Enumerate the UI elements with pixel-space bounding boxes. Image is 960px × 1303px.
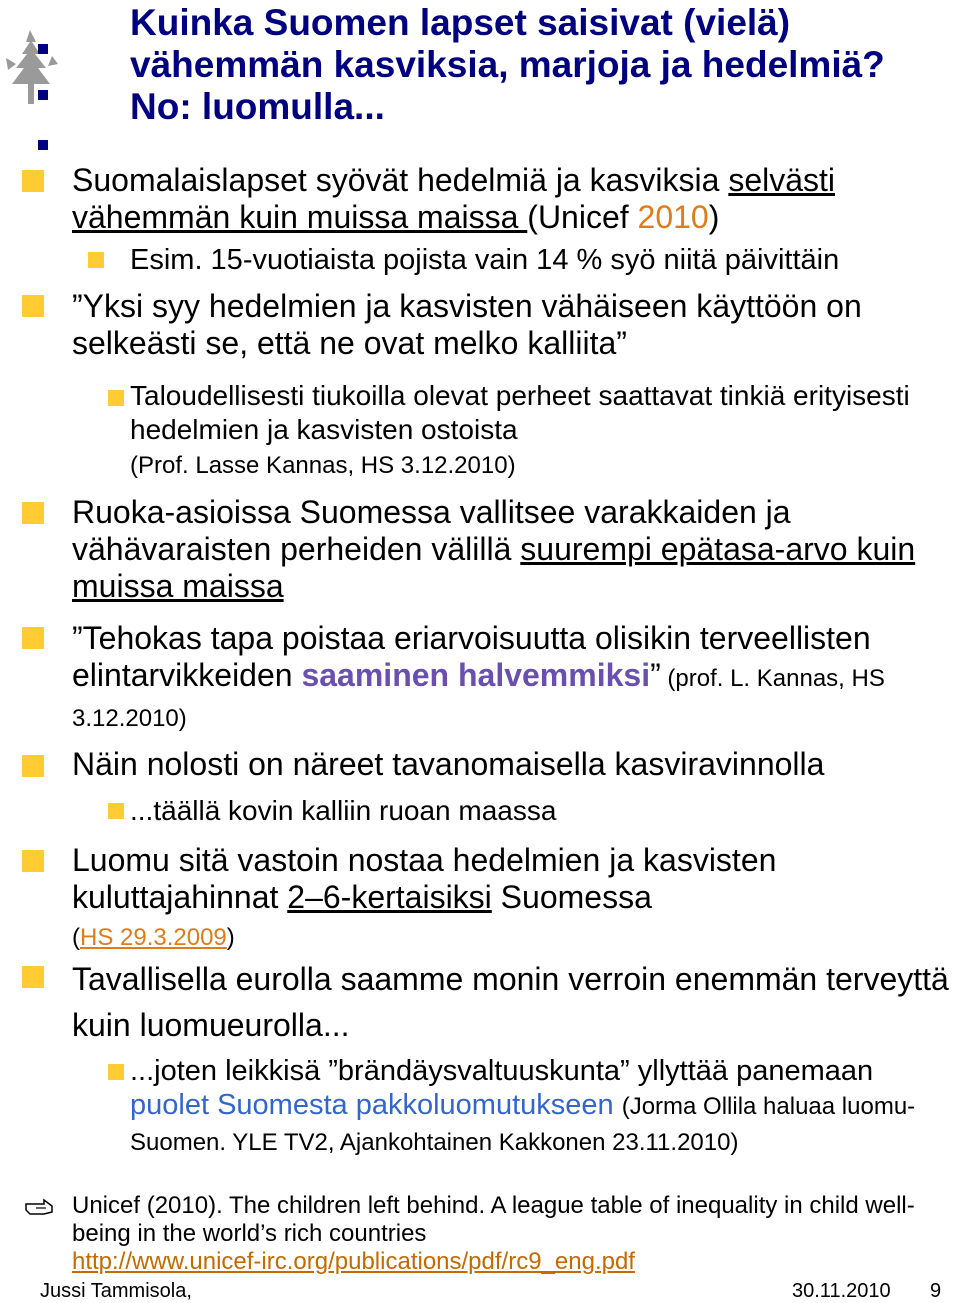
bullet-5: Näin nolosti on näreet tavanomaisella kasviravinnolla [72, 746, 825, 782]
bullet-1: Suomalaislapset syövät hedelmiä ja kasviksia selvästi vähemmän kuin muissa maissa (Unicef 2010) [72, 162, 836, 235]
bullet-2: ”Yksi syy hedelmien ja kasvisten vähäiseen käyttöön on selkeästi se, että ne ovat melko kalliita” [72, 288, 862, 361]
bullet-square-icon [22, 170, 44, 192]
bullet-square-icon [22, 295, 44, 317]
footnote-link[interactable]: http://www.unicef-irc.org/publications/pdf/rc9_eng.pdf [72, 1248, 635, 1275]
bullet-square-icon [88, 252, 104, 268]
bullet-square-icon [22, 850, 44, 872]
bullet-square-icon [22, 966, 44, 988]
footer-date: 30.11.2010 [792, 1280, 891, 1302]
bullet-square-icon [108, 1064, 124, 1080]
bullet-7: Tavallisella eurolla saamme monin verroin enemmän terveyttä kuin luomueurolla... [72, 961, 949, 1043]
bullet-square-icon [22, 502, 44, 524]
bullet-4: ”Tehokas tapa poistaa eriarvoisuutta olisikin terveellisten elintarvikkeiden saaminen halvemmiksi” (prof. L. Kannas, HS 3.12.2010) [72, 620, 885, 732]
bullet-1-sub: Esim. 15-vuotiaista pojista vain 14 % syö niitä päivittäin [130, 244, 840, 276]
bullet-5-sub: ...täällä kovin kalliin ruoan maassa [130, 795, 557, 826]
bullet-6: Luomu sitä vastoin nostaa hedelmien ja kasvisten kuluttajahinnat 2–6-kertaisiksi Suomessa (HS 29.3.2009) [72, 842, 777, 951]
university-logo-icon [2, 28, 60, 106]
footnote: Unicef (2010). The children left behind. A league table of inequality in child well-being in the world’s rich countries http://www.unicef-irc.org/publications/pdf/rc9_eng.pdf [72, 1192, 915, 1275]
slide-title: Kuinka Suomen lapset saisivat (vielä) vähemmän kasviksia, marjoja ja hedelmiä? No: luomulla... [130, 2, 885, 127]
pointing-hand-icon [24, 1196, 56, 1218]
page-number: 9 [930, 1280, 942, 1302]
bullet-2-sub: Taloudellisesti tiukoilla olevat perheet saattavat tinkiä erityisesti hedelmien ja kasvisten ostoista (Prof. Lasse Kannas, HS 3.12.2010) [130, 380, 910, 479]
bullet-3: Ruoka-asioissa Suomessa vallitsee varakkaiden ja vähävaraisten perheiden välillä suurempi epätasa-arvo kuin muissa maissa [72, 494, 916, 604]
bullet-7-sub: ...joten leikkisä ”brändäysvaltuuskunta” yllyttää panemaan puolet Suomesta pakkoluomutukseen (Jorma Ollila haluaa luomu-Suomen. YLE TV2, Ajankohtainen Kakkonen 23.11.2010) [130, 1055, 916, 1156]
bullet-square-icon [108, 803, 124, 819]
bullet-square-icon [22, 755, 44, 777]
bullet-square-icon [108, 390, 124, 406]
bullet-square-icon [22, 627, 44, 649]
footer-author: Jussi Tammisola, [40, 1280, 192, 1302]
